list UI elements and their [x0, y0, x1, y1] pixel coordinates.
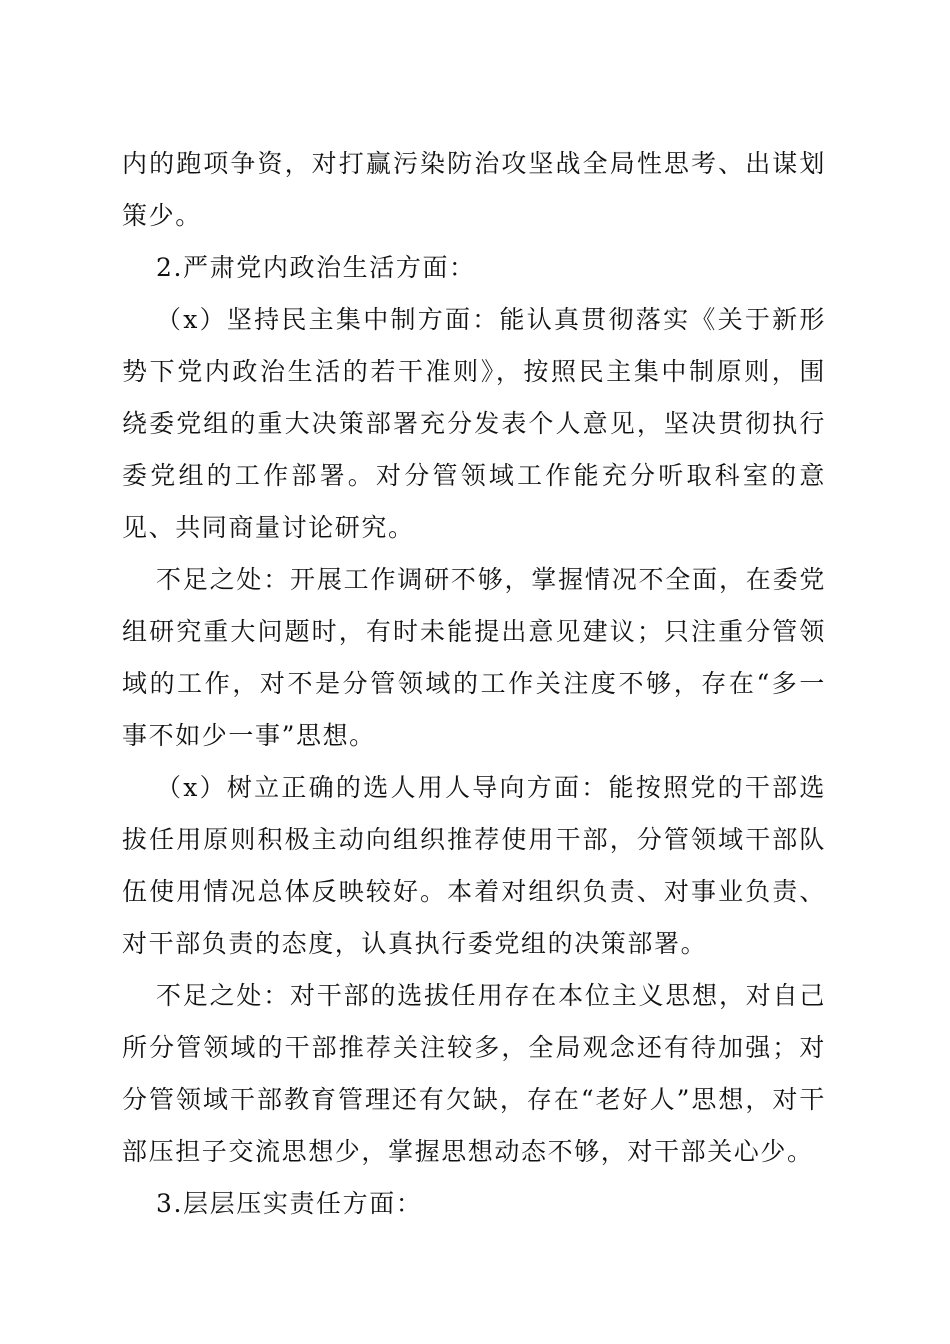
- paragraph-continuation: 内的跑项争资，对打赢污染防治攻坚战全局性思考、出谋划策少。: [122, 149, 826, 230]
- paragraph-shortcomings-1: 不足之处：开展工作调研不够，掌握情况不全面，在委党组研究重大问题时，有时未能提出意见建议；只注重分管领域的工作，对不是分管领域的工作关注度不够，存在“多一事不如少一事”思想。: [122, 565, 826, 750]
- section-heading-3: 3.层层压实责任方面：: [156, 1189, 423, 1218]
- paragraph-shortcomings-2: 不足之处：对干部的选拔任用存在本位主义思想，对自己所分管领域的干部推荐关注较多，全局观念还有待加强；对分管领域干部教育管理还有欠缺，存在“老好人”思想，对干部压担子交流思想少，掌握思想动态不够，对干部关心少。: [122, 981, 826, 1166]
- paragraph-personnel-selection: （x）树立正确的选人用人导向方面：能按照党的干部选拔任用原则积极主动向组织推荐使用干部，分管领域干部队伍使用情况总体反映较好。本着对组织负责、对事业负责、对干部负责的态度，认真执行委党组的决策部署。: [122, 773, 826, 958]
- section-heading-2: 2.严肃党内政治生活方面：: [156, 253, 476, 282]
- paragraph-democratic-centralism: （x）坚持民主集中制方面：能认真贯彻落实《关于新形势下党内政治生活的若干准则》，按照民主集中制原则，围绕委党组的重大决策部署充分发表个人意见，坚决贯彻执行委党组的工作部署。对分管领域工作能充分听取科室的意见、共同商量讨论研究。: [122, 305, 826, 542]
- document-body: [122, 138, 826, 1230]
